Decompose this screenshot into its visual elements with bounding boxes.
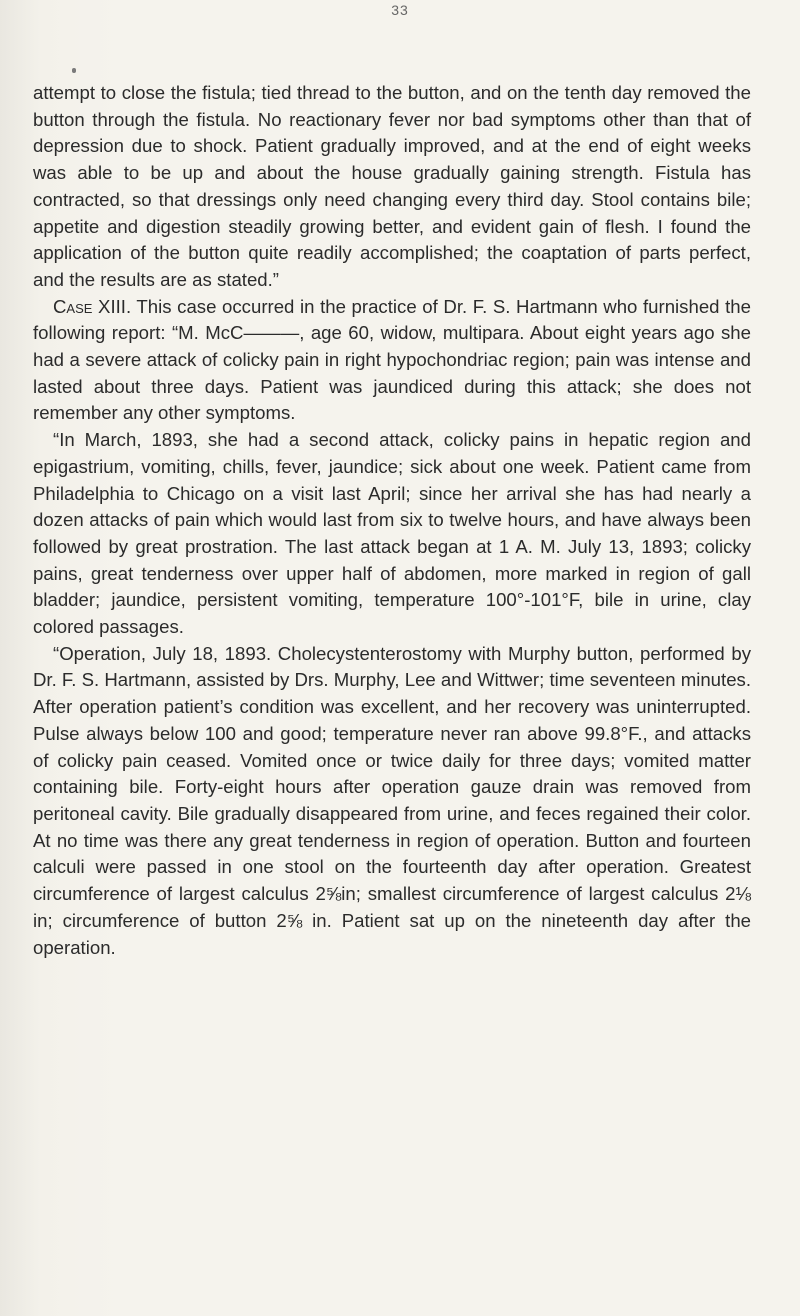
paragraph-march-1893: “In March, 1893, she had a second attack, colicky pains in hepatic region and epigastrium, vomiting, chills, fever, jaundice; sick about one week. Patient came from Philadelphia to Chicago on a visit last April; since her arrival she has had nearly a dozen attacks of pain which would last from six to twelve hours, and have always been followed by great prostration. The last attack began at 1 A. M. July 13, 1893; colicky pains, great tenderness over upper half of abdomen, more marked in region of gall bladder; jaundice, persistent vomiting, temperature 100°-101°F, bile in urine, clay colored passages.: [33, 429, 751, 638]
paragraph-continuation: attempt to close the fistula; tied thread to the button, and on the tenth day removed the button through the fistula. No reactionary fever nor bad symptoms other than that of depression due to shock. Patient gradually improved, and at the end of eight weeks was able to be up and about the house gradually gaining strength. Fistula has contracted, so that dressings only need changing every third day. Stool contains bile; appetite and digestion steadily growing better, and evident gain of flesh. I found the application of the button quite readily accomplished; the coaptation of parts perfect, and the results are as stated.”: [33, 82, 751, 290]
body-text: [33, 80, 751, 961]
ink-mark: [72, 68, 76, 73]
case-heading: Case XIII.: [53, 295, 132, 317]
case-xiii-text: This case occurred in the practice of Dr. F. S. Hartmann who furnished the following report: “M. McC———, age 60, widow, multipara. About eight years ago she had a severe attack of colicky pain in right hypochondriac region; pain was intense and lasted about three days. Patient was jaundiced during this attack; she does not remember any other symptoms.: [33, 295, 751, 424]
page-number: 33: [391, 2, 409, 18]
paragraph-case-xiii: [33, 294, 751, 428]
paragraph-operation: “Operation, July 18, 1893. Cholecystenterostomy with Murphy button, performed by Dr. F. S. Hartmann, assisted by Drs. Murphy, Lee and Wittwer; time seventeen minutes. After operation patient’s condition was excellent, and her recovery was uninterrupted. Pulse always below 100 and good; temperature never ran above 99.8°F., and attacks of colicky pain ceased. Vomited once or twice daily for three days; vomited matter containing bile. Forty-eight hours after operation gauze drain was removed from peritoneal cavity. Bile gradually disappeared from urine, and feces regained their color. At no time was there any great tenderness in region of operation. Button and fourteen calculi were passed in one stool on the fourteenth day after operation. Greatest circumference of largest calculus 2⅝in; smallest circumference of largest calculus 2⅛ in; circumference of button 2⅝ in. Patient sat up on the nineteenth day after the operation.: [33, 642, 751, 958]
